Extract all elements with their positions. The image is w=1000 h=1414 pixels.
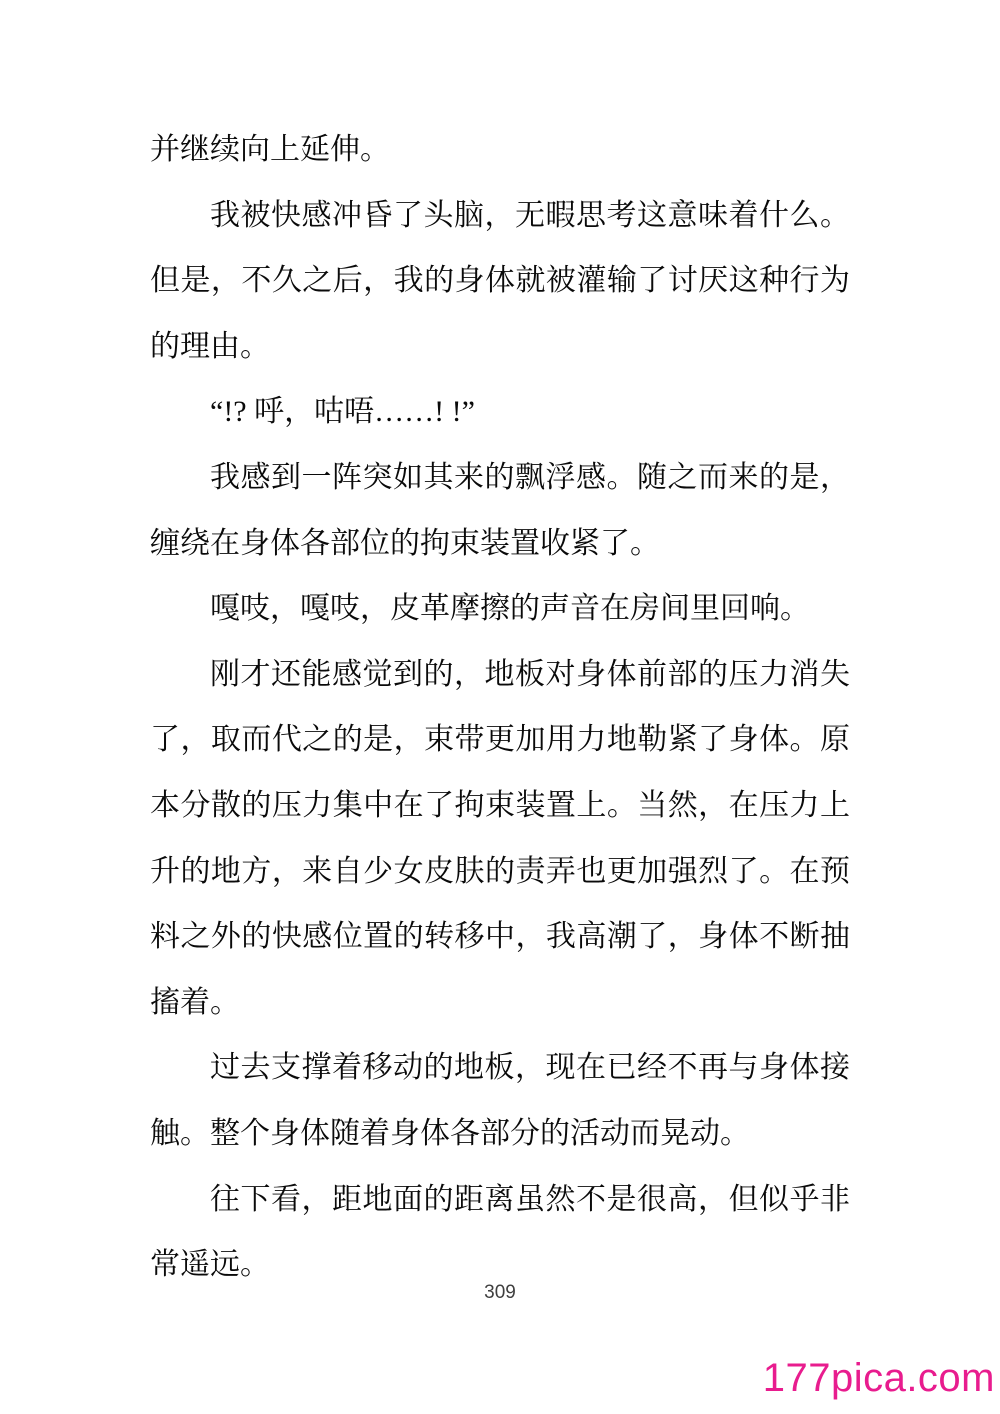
text-line: 过去支撑着移动的地板，现在已经不再与身体接	[210, 1051, 850, 1085]
text-line: 缠绕在身体各部位的拘束装置收紧了。	[150, 526, 660, 560]
text-line: 往下看，距地面的距离虽然不是很高，但似乎非	[210, 1182, 850, 1216]
text-line: 了，取而代之的是，束带更加用力地勒紧了身体。原	[150, 723, 850, 757]
text-line: 升的地方，来自少女皮肤的责弄也更加强烈了。在预	[150, 854, 850, 888]
watermark-text: 177pica.com	[762, 1356, 995, 1400]
page-number: 309	[484, 1282, 516, 1303]
text-line: 我被快感冲昏了头脑，无暇思考这意味着什么。	[210, 198, 850, 232]
text-block	[150, 117, 850, 1298]
text-line: 嘎吱，嘎吱，皮革摩擦的声音在房间里回响。	[210, 592, 810, 626]
text-line: 常遥远。	[150, 1248, 270, 1282]
text-line: 并继续向上延伸。	[150, 133, 390, 166]
text-line: 搐着。	[150, 985, 240, 1019]
text-line: 刚才还能感觉到的，地板对身体前部的压力消失	[210, 657, 850, 691]
text-line: 触。整个身体随着身体各部分的活动而晃动。	[150, 1116, 750, 1150]
text-line: 的理由。	[150, 329, 270, 363]
text-line: 本分散的压力集中在了拘束装置上。当然，在压力上	[150, 788, 850, 822]
text-line: “!? 呼，咕唔……! !”	[210, 395, 475, 429]
text-line: 料之外的快感位置的转移中，我高潮了，身体不断抽	[150, 920, 850, 954]
text-line: 但是，不久之后，我的身体就被灌输了讨厌这种行为	[150, 264, 850, 298]
text-line: 我感到一阵突如其来的飘浮感。随之而来的是，	[210, 460, 850, 494]
